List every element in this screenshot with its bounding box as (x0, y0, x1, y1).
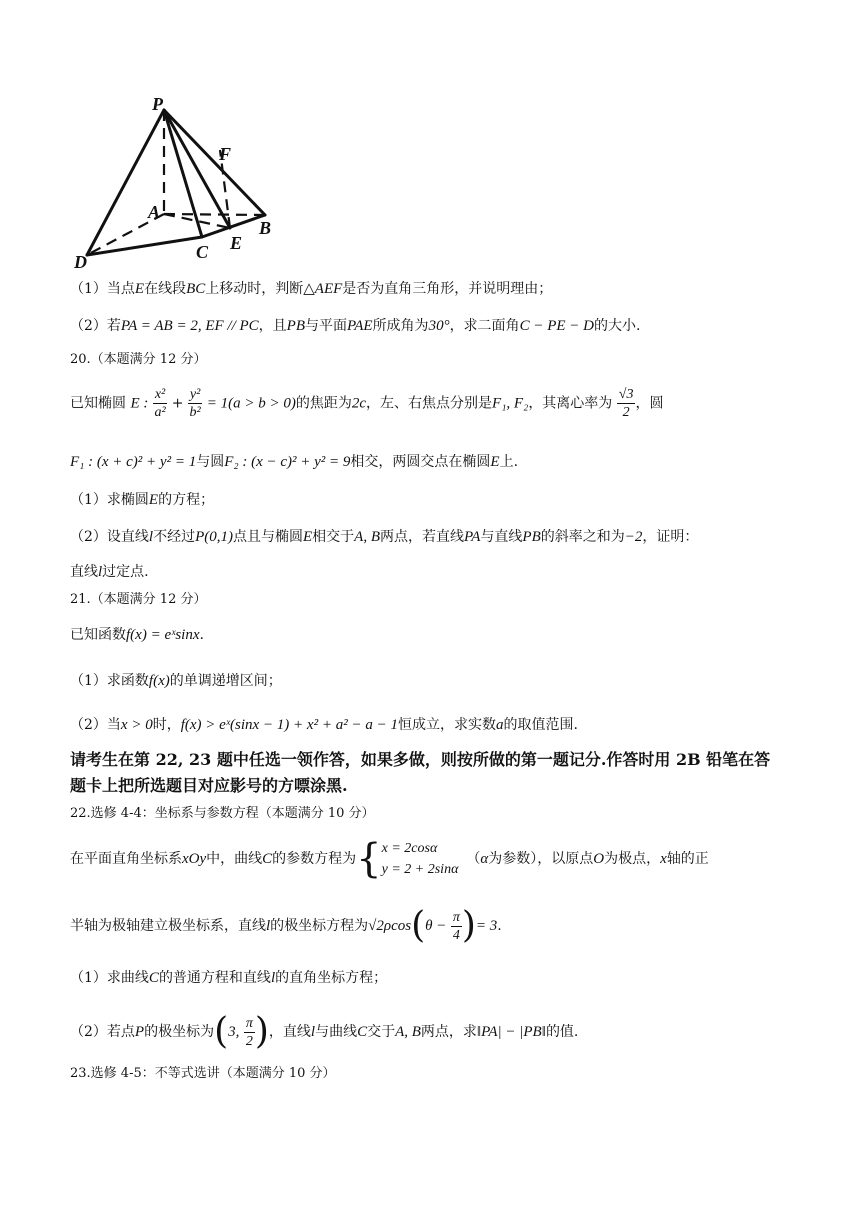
text: 恒成立，求实数 (397, 717, 496, 733)
denominator: 4 (452, 927, 460, 943)
q20-line2 (70, 452, 518, 472)
text: 的极坐标方程为 (270, 918, 369, 934)
text: ，直线 (268, 1024, 311, 1040)
text: 直线 (70, 564, 98, 580)
math: A, B (354, 529, 380, 545)
text: ，证明： (642, 529, 699, 545)
text: 的斜率之和为 (540, 529, 625, 545)
text: （2）若点 (70, 1024, 135, 1040)
text: 已知函数 (70, 627, 126, 643)
q21-part1 (70, 671, 282, 691)
math: f(x) > eˣ(sinx − 1) + x² + a² − a − 1 (180, 717, 398, 733)
text: （1）求椭圆 (70, 492, 149, 508)
math: α (480, 851, 489, 867)
text: . (497, 918, 502, 934)
fraction (244, 1015, 255, 1050)
math: 30° (428, 318, 450, 334)
text: 不经过 (153, 529, 196, 545)
text: 点且与椭圆 (233, 529, 303, 545)
math: f(x) (148, 673, 170, 689)
text: 时， (152, 717, 181, 733)
parametric-system (382, 838, 459, 880)
math: F₁, F₂ (492, 395, 529, 412)
text: 所成角为 (372, 318, 429, 334)
edge-AB (164, 214, 265, 215)
math: C (357, 1024, 368, 1040)
q19-part2 (70, 316, 640, 336)
edge-DC (87, 237, 202, 255)
numerator: y² (189, 387, 201, 402)
math: a (495, 717, 504, 733)
text: 的参数方程为 (272, 851, 357, 867)
math: E : (130, 395, 149, 412)
text: 两点，若直线 (380, 529, 464, 545)
fraction (188, 386, 202, 421)
text: 的极坐标为 (144, 1024, 215, 1040)
math: PA (464, 529, 481, 545)
math: x > 0 (120, 717, 153, 733)
denominator: 2 (622, 405, 630, 420)
text: 与直线 (480, 529, 523, 545)
math: P (134, 1024, 145, 1040)
numerator: π (452, 909, 460, 925)
text: 两点，求 (420, 1024, 477, 1040)
label-D: D (74, 252, 87, 272)
text: 的大小. (593, 318, 641, 334)
denominator: a² (154, 405, 166, 420)
right-paren: ) (254, 1011, 269, 1052)
numerator: x² (154, 387, 166, 402)
text: 半轴为极轴建立极坐标系，直线 (70, 918, 266, 934)
math: l (310, 1024, 316, 1040)
text: （2）当 (70, 717, 121, 733)
q20-heading: 20.（本题满分 12 分） (70, 352, 207, 367)
q23-heading: 23.选修 4-5：不等式选讲（本题满分 10 分） (70, 1066, 336, 1081)
math: xOy (182, 851, 207, 867)
math: 2c (351, 395, 367, 412)
math: C − PE − D (519, 318, 594, 334)
q20-part2-cont (70, 562, 149, 582)
math: C (148, 970, 159, 986)
label-E: E (230, 233, 243, 253)
text: （1）求曲线 (70, 970, 149, 986)
pyramid-figure (72, 92, 277, 272)
math: E (134, 281, 145, 297)
text: 的值. (545, 1024, 579, 1040)
q21-heading: 21.（本题满分 12 分） (70, 592, 207, 607)
left-paren: ( (214, 1011, 229, 1052)
selection-notice-line1: 请考生在第 22, 23 题中任选一领作答，如果多做，则按所做的第一题记分.作答时用 2B 铅笔在答 (70, 750, 771, 769)
q20-part1 (70, 490, 214, 510)
q20-part2 (70, 527, 698, 547)
label-F: F (219, 144, 232, 164)
text: 的直角坐标方程； (275, 970, 388, 986)
q22-part2 (70, 1012, 578, 1052)
math: 3, (228, 1024, 240, 1040)
math: E (490, 454, 500, 470)
fraction (451, 909, 462, 944)
edge-PD (87, 110, 164, 255)
q20-line1 (70, 386, 663, 421)
q22-part1 (70, 968, 387, 988)
label-P: P (152, 94, 163, 114)
math: F₁ : (x + c)² + y² = 1 (70, 454, 197, 470)
text: ，左、右焦点分别是 (366, 395, 493, 412)
text: ，其离心率为 (528, 395, 613, 412)
text: 与圆 (196, 454, 225, 470)
math: l (266, 918, 271, 934)
text: （ (466, 851, 481, 867)
text: ，且 (258, 318, 287, 334)
q21-line1 (70, 625, 204, 645)
text: 与平面 (305, 318, 347, 334)
text: ，圆 (635, 395, 664, 412)
text: 中，曲线 (206, 851, 263, 867)
math: A, B (395, 1024, 421, 1040)
math: PB (522, 529, 541, 545)
math: l (98, 564, 103, 580)
text: 的普通方程和直线 (158, 970, 271, 986)
fraction (153, 386, 167, 421)
text: （1）求函数 (70, 673, 149, 689)
text: 在线段 (144, 281, 187, 297)
text: 相交于 (312, 529, 355, 545)
q22-line1 (70, 838, 709, 880)
text: + (171, 395, 184, 412)
math: θ − (425, 918, 447, 934)
math: PA = AB = 2, EF // PC (120, 318, 259, 334)
math: −2 (624, 529, 643, 545)
math: P(0,1) (195, 529, 233, 545)
math: PB (286, 318, 305, 334)
math: x (660, 851, 667, 867)
text: 的单调递增区间； (169, 673, 282, 689)
numerator: π (245, 1015, 253, 1031)
text: 上. (499, 454, 519, 470)
label-A: A (148, 202, 161, 222)
equation-x: x = 2cosα (381, 841, 438, 856)
math: E (303, 529, 313, 545)
text: 为极点， (604, 851, 661, 867)
selection-notice-line2: 题卡上把所选题目对应影号的方嘌涂黑. (70, 776, 348, 795)
text: （1）当点 (70, 281, 135, 297)
left-brace: { (356, 836, 382, 882)
text: 已知椭圆 (70, 395, 126, 412)
equation-y: y = 2 + 2sinα (381, 862, 459, 877)
math: l (270, 970, 276, 986)
label-B: B (259, 218, 272, 238)
math: PAE (347, 318, 373, 334)
math: △AEF (303, 281, 343, 297)
text: 的取值范围. (503, 717, 578, 733)
text: （2）若 (70, 318, 121, 334)
q21-part2 (70, 715, 578, 735)
text: . (199, 627, 204, 643)
math: = 3 (475, 918, 498, 934)
text: 在平面直角坐标系 (70, 851, 182, 867)
text: ，求二面角 (449, 318, 520, 334)
math: √2ρcos (368, 918, 412, 934)
right-paren: ) (461, 905, 476, 946)
label-C: C (196, 242, 209, 262)
q22-line2 (70, 906, 502, 946)
text: 轴的正 (666, 851, 709, 867)
text: 的方程； (158, 492, 215, 508)
text: 相交，两圆交点在椭圆 (350, 454, 491, 470)
q22-heading: 22.选修 4-4：坐标系与参数方程（本题满分 10 分） (70, 806, 375, 821)
text: 过定点. (102, 564, 149, 580)
text: 交于 (367, 1024, 396, 1040)
denominator: b² (189, 405, 201, 420)
math: C (262, 851, 273, 867)
fraction (617, 386, 636, 421)
q19-part1 (70, 279, 552, 299)
text: 是否为直角三角形，并说明理由； (342, 281, 553, 297)
text: 的焦距为 (295, 395, 352, 412)
math: E (148, 492, 159, 508)
math: = 1(a > b > 0) (206, 395, 296, 412)
math: O (593, 851, 605, 867)
text: （2）设直线 (70, 529, 149, 545)
text: 上移动时，判断 (205, 281, 304, 297)
numerator: √3 (618, 387, 634, 402)
math: ‖PA| − |PB‖ (476, 1024, 546, 1040)
left-paren: ( (411, 905, 426, 946)
math: BC (186, 281, 206, 297)
math: f(x) = eˣsinx (126, 627, 200, 643)
math: F₂ : (x − c)² + y² = 9 (224, 454, 351, 470)
text: 与曲线 (315, 1024, 358, 1040)
denominator: 2 (245, 1033, 253, 1049)
text: 为参数），以原点 (488, 851, 594, 867)
math: l (148, 529, 154, 545)
